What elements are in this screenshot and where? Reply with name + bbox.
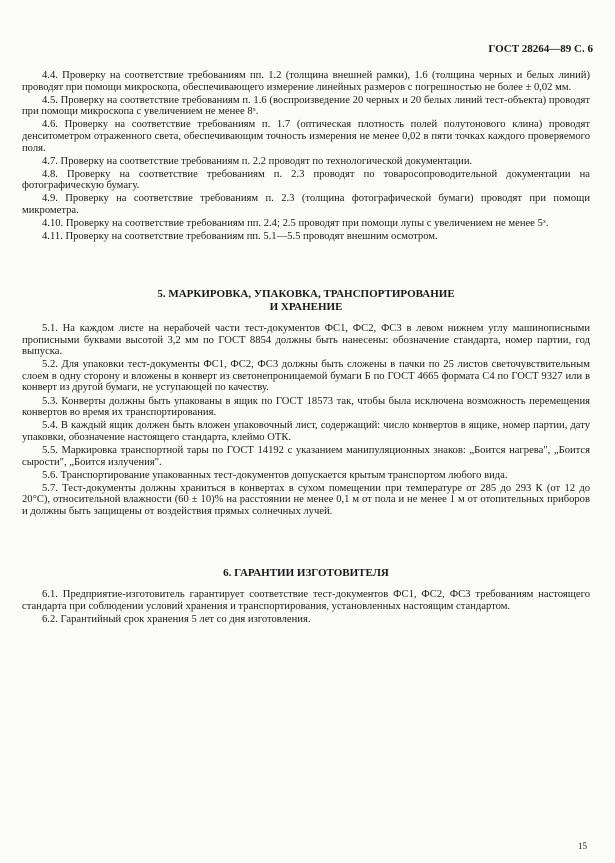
paragraph-6-2: 6.2. Гарантийный срок хранения 5 лет со дня изготовления. <box>42 613 311 625</box>
paragraph-4-10: 4.10. Проверку на соответствие требованиям пп. 2.4; 2.5 проводят при помощи лупы с увеличением не менее 5ˣ. <box>42 218 549 230</box>
paragraph-4-7: 4.7. Проверку на соответствие требованиям п. 2.2 проводят по технологической документации. <box>42 155 473 167</box>
paragraph-5-7: 5.7. Тест-документы должны храниться в конвертах в сухом помещении при температуре от 285 до 293 К (от 12 до 20°С), относительной влажности (60 ± 10)% на расстоянии не менее 0,1 м от пола и не менее 1 м от отопительных приборов и должны быть защищены от воздействия прямых солнечных лучей. <box>22 482 590 517</box>
document-header: ГОСТ 28264—89 С. 6 <box>488 43 593 55</box>
section6-body <box>22 589 590 627</box>
paragraph-5-5: 5.5. Маркировка транспортной тары по ГОСТ 14192 с указанием манипуляционных знаков: „Боится нагрева", „Боится сырости", „Боится излучения". <box>22 444 590 468</box>
page-number: 15 <box>578 841 587 852</box>
paragraph-4-8: 4.8. Проверку на соответствие требованиям п. 2.3 проводят по товаросопроводительной документации на фотографическую бумагу. <box>22 168 590 192</box>
section5-heading-line1: 5. МАРКИРОВКА, УПАКОВКА, ТРАНСПОРТИРОВАНИЕ <box>157 288 455 300</box>
paragraph-4-11: 4.11. Проверку на соответствие требованиям пп. 5.1—5.5 проводят внешним осмотром. <box>42 231 438 243</box>
paragraph-6-1: 6.1. Предприятие-изготовитель гарантирует соответствие тест-документов ФС1, ФС2, ФС3 требованиям настоящего стандарта при соблюдении условий хранения и транспортирования, установленных настоящим стандартом. <box>22 589 590 612</box>
paragraph-4-9: 4.9. Проверку на соответствие требованиям п. 2.3 (толщина фотографической бумаги) проводят при помощи микрометра. <box>22 193 590 217</box>
paragraph-4-5: 4.5. Проверку на соответствие требованиям п. 1.6 (воспроизведение 20 черных и 20 белых линий тест-объекта) проводят при помощи микроскопа с увеличением не менее 8ˣ. <box>22 94 590 118</box>
section5-heading-line2: И ХРАНЕНИЕ <box>269 300 343 313</box>
paragraph-5-2: 5.2. Для упаковки тест-документы ФС1, ФС2, ФС3 должны быть сложены в пачки по 25 листов светочувствительным слоем в одну сторону и вложены в конверт из светонепроницаемой бумаги Б по ГОСТ 4665 формата С4 по ГОСТ 9327 или в конверт из другой бумаги, не уступающей по качеству. <box>22 359 590 394</box>
paragraph-5-1: 5.1. На каждом листе на нерабочей части тест-документов ФС1, ФС2, ФС3 в левом нижнем углу машинописными прописными буквами высотой 3,2 мм по ГОСТ 8854 должны быть нанесены: обозначение стандарта, номер партии, год выпуска. <box>22 323 590 358</box>
paragraph-4-6: 4.6. Проверку на соответствие требованиям п. 1.7 (оптическая плотность полей полутонового клина) проводят денситометром отраженного света, обеспечивающим точность измерения не менее 0,02 в пяти точках каждого проверяемого поля. <box>22 119 590 154</box>
paragraph-4-4: 4.4. Проверку на соответствие требованиям пп. 1.2 (толщина внешней рамки), 1.6 (толщина черных и белых линий) проводят при помощи микроскопа, обеспечивающего измерение линейных размеров с погрешностью не более ± 0,02 мм. <box>22 70 590 93</box>
section5-body <box>22 323 590 519</box>
section5-heading <box>22 288 590 313</box>
section4-continuation <box>22 70 590 244</box>
paragraph-5-3: 5.3. Конверты должны быть упакованы в ящик по ГОСТ 18573 так, чтобы была исключена возможность перемещения конвертов во время их транспортирования. <box>22 395 590 419</box>
section6-heading: 6. ГАРАНТИИ ИЗГОТОВИТЕЛЯ <box>223 567 389 579</box>
paragraph-5-6: 5.6. Транспортирование упакованных тест-документов допускается крытым транспортом любого вида. <box>42 469 508 481</box>
paragraph-5-4: 5.4. В каждый ящик должен быть вложен упаковочный лист, содержащий: число конвертов в ящике, номер партии, дату упаковки, обозначение настоящего стандарта, клеймо ОТК. <box>22 420 590 443</box>
